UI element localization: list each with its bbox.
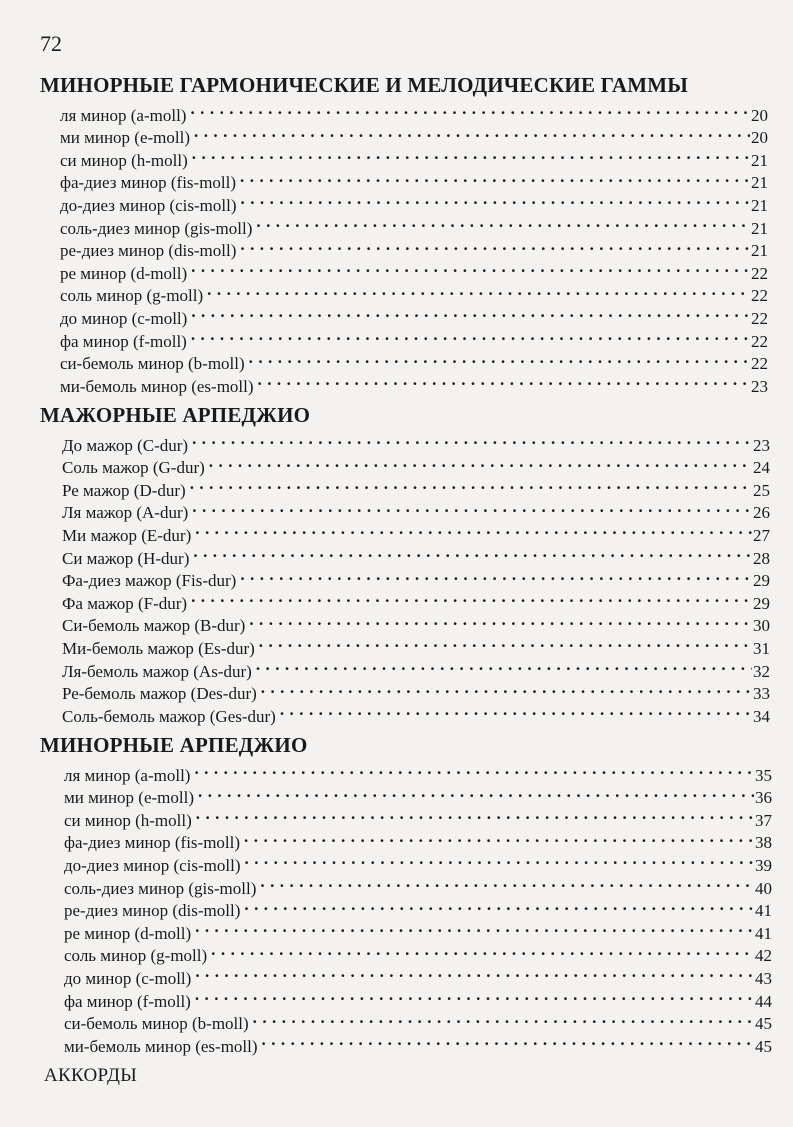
toc-entry-label: Ля мажор (A-dur) bbox=[62, 503, 189, 523]
dot-leader bbox=[198, 781, 754, 804]
toc-entry bbox=[60, 188, 768, 215]
toc-entry bbox=[64, 826, 772, 853]
toc-entry-page: 27 bbox=[753, 525, 770, 545]
toc-entry-page: 22 bbox=[751, 263, 768, 283]
toc-entry-page: 44 bbox=[755, 991, 772, 1011]
toc-entry bbox=[64, 939, 772, 966]
toc-entry-label: Фа мажор (F-dur) bbox=[62, 593, 188, 613]
toc-entry-page: 22 bbox=[751, 331, 768, 351]
dot-leader bbox=[191, 301, 750, 324]
toc-entry-page: 40 bbox=[755, 878, 772, 898]
dot-leader bbox=[194, 121, 750, 144]
toc-entry bbox=[62, 564, 770, 591]
toc-entry-page: 20 bbox=[751, 105, 768, 125]
toc-entry-page: 33 bbox=[753, 684, 770, 704]
toc-entry-page: 21 bbox=[751, 173, 768, 193]
dot-leader bbox=[256, 211, 750, 234]
toc-entry-label: Ми мажор (E-dur) bbox=[62, 525, 192, 545]
toc-entry bbox=[64, 803, 772, 830]
toc-entry bbox=[62, 428, 770, 455]
toc-entry-page: 38 bbox=[755, 833, 772, 853]
toc-entry bbox=[64, 961, 772, 988]
toc-entry-label: Соль-бемоль мажор (Ges-dur) bbox=[62, 706, 276, 726]
dot-leader bbox=[245, 848, 754, 871]
dot-leader bbox=[195, 984, 754, 1007]
toc-entry-label: си минор (h-moll) bbox=[64, 810, 192, 830]
toc-entry-page: 43 bbox=[755, 968, 772, 988]
toc-entry bbox=[60, 369, 768, 396]
toc-entry-label: си минор (h-moll) bbox=[60, 150, 188, 170]
toc-entry bbox=[62, 586, 770, 613]
toc-entry-label: ми минор (e-moll) bbox=[60, 128, 191, 148]
toc-entry bbox=[60, 211, 768, 238]
toc-entry-page: 39 bbox=[755, 855, 772, 875]
toc-entry-page: 41 bbox=[755, 901, 772, 921]
toc-entry-label: Ре мажор (D-dur) bbox=[62, 480, 186, 500]
toc-entry-page: 21 bbox=[751, 195, 768, 215]
toc-entry-label: Ля-бемоль мажор (As-dur) bbox=[62, 661, 252, 681]
dot-leader bbox=[195, 916, 754, 939]
toc-entry-label: ля минор (a-moll) bbox=[60, 105, 187, 125]
toc-entry bbox=[62, 631, 770, 658]
dot-leader bbox=[191, 324, 750, 347]
toc-entry-label: Си мажор (H-dur) bbox=[62, 548, 190, 568]
toc-entry-label: ре-диез минор (dis-moll) bbox=[60, 241, 237, 261]
toc-entry-page: 36 bbox=[755, 788, 772, 808]
toc-entry-label: соль-диез минор (gis-moll) bbox=[64, 878, 257, 898]
toc-entry-page: 22 bbox=[751, 308, 768, 328]
toc-entry bbox=[62, 609, 770, 636]
dot-leader bbox=[191, 256, 750, 279]
toc-entry-page: 31 bbox=[753, 638, 770, 658]
dot-leader bbox=[194, 758, 754, 781]
toc-entry-page: 22 bbox=[751, 286, 768, 306]
toc-entry-label: фа-диез минор (fis-moll) bbox=[64, 833, 241, 853]
dot-leader bbox=[260, 871, 754, 894]
toc-entry bbox=[62, 518, 770, 545]
dot-leader bbox=[249, 347, 750, 370]
dot-leader bbox=[207, 279, 750, 302]
toc-entry bbox=[60, 256, 768, 283]
toc-entry-label: ре-диез минор (dis-moll) bbox=[64, 901, 241, 921]
dot-leader bbox=[240, 166, 750, 189]
toc-entry-page: 21 bbox=[751, 241, 768, 261]
dot-leader bbox=[259, 631, 752, 654]
dot-leader bbox=[253, 1007, 754, 1030]
toc-entry-label: фа-диез минор (fis-moll) bbox=[60, 173, 237, 193]
toc-entry bbox=[62, 699, 770, 726]
toc-entry bbox=[64, 894, 772, 921]
dot-leader bbox=[192, 143, 750, 166]
toc-entry bbox=[60, 324, 768, 351]
dot-leader bbox=[240, 564, 752, 587]
toc-entry bbox=[64, 848, 772, 875]
toc-entry-page: 28 bbox=[753, 548, 770, 568]
toc-entry bbox=[60, 347, 768, 374]
toc-entry-label: соль-диез минор (gis-moll) bbox=[60, 218, 253, 238]
toc-entry bbox=[60, 234, 768, 261]
toc-entry-label: Ре-бемоль мажор (Des-dur) bbox=[62, 684, 257, 704]
toc-entry-page: 37 bbox=[755, 810, 772, 830]
toc-entry bbox=[60, 143, 768, 170]
dot-leader bbox=[196, 803, 754, 826]
toc-entry-page: 41 bbox=[755, 923, 772, 943]
toc-entry bbox=[64, 1007, 772, 1034]
toc-entry bbox=[62, 451, 770, 478]
toc-entry-page: 23 bbox=[753, 435, 770, 455]
toc-entry bbox=[64, 781, 772, 808]
section-heading-minor-scales: МИНОРНЫЕ ГАРМОНИЧЕСКИЕ И МЕЛОДИЧЕСКИЕ ГАММЫ bbox=[40, 73, 689, 97]
toc-entry bbox=[60, 279, 768, 306]
toc-entry bbox=[60, 121, 768, 148]
toc-entry-label: си-бемоль минор (b-moll) bbox=[64, 1014, 249, 1034]
dot-leader bbox=[244, 826, 754, 849]
toc-entry-label: фа минор (f-moll) bbox=[64, 991, 191, 1011]
toc-entry-page: 45 bbox=[755, 1014, 772, 1034]
toc-entry-label: до-диез минор (cis-moll) bbox=[60, 195, 237, 215]
toc-entry bbox=[64, 1029, 772, 1056]
toc-entry-page: 21 bbox=[751, 218, 768, 238]
dot-leader bbox=[262, 1029, 754, 1052]
toc-entry-page: 29 bbox=[753, 571, 770, 591]
dot-leader bbox=[211, 939, 754, 962]
toc-entry-page: 35 bbox=[755, 765, 772, 785]
section-heading-major-arpeggios: МАЖОРНЫЕ АРПЕДЖИО bbox=[40, 403, 311, 427]
toc-entry-page: 29 bbox=[753, 593, 770, 613]
dot-leader bbox=[280, 699, 752, 722]
toc-entry-label: соль минор (g-moll) bbox=[64, 946, 208, 966]
toc-entry-label: си-бемоль минор (b-moll) bbox=[60, 354, 245, 374]
toc-entry-label: ми-бемоль минор (es-moll) bbox=[60, 376, 254, 396]
toc-entry-label: До мажор (C-dur) bbox=[62, 435, 189, 455]
toc-entry bbox=[60, 98, 768, 125]
toc-entry bbox=[62, 541, 770, 568]
section-heading-minor-arpeggios: МИНОРНЫЕ АРПЕДЖИО bbox=[40, 733, 308, 757]
toc-entry-page: 42 bbox=[755, 946, 772, 966]
dot-leader bbox=[249, 609, 752, 632]
toc-entry-page: 20 bbox=[751, 128, 768, 148]
toc-entry-label: Ми-бемоль мажор (Es-dur) bbox=[62, 638, 255, 658]
toc-entry-page: 45 bbox=[755, 1036, 772, 1056]
dot-leader bbox=[192, 428, 752, 451]
toc-entry-label: ре минор (d-moll) bbox=[64, 923, 192, 943]
dot-leader bbox=[209, 451, 752, 474]
toc-entry bbox=[62, 677, 770, 704]
dot-leader bbox=[190, 98, 750, 121]
dot-leader bbox=[190, 473, 752, 496]
toc-entry bbox=[60, 301, 768, 328]
toc-entry bbox=[60, 166, 768, 193]
dot-leader bbox=[191, 586, 752, 609]
toc-entry-page: 34 bbox=[753, 706, 770, 726]
toc-entry-label: до минор (c-moll) bbox=[64, 968, 192, 988]
toc-entry bbox=[62, 496, 770, 523]
toc-entry-page: 21 bbox=[751, 150, 768, 170]
toc-entry-page: 22 bbox=[751, 354, 768, 374]
dot-leader bbox=[241, 188, 750, 211]
dot-leader bbox=[192, 496, 752, 519]
dot-leader bbox=[195, 961, 754, 984]
toc-entry-label: Си-бемоль мажор (B-dur) bbox=[62, 616, 246, 636]
section-heading-chords: АККОРДЫ bbox=[44, 1065, 138, 1086]
toc-entry-page: 23 bbox=[751, 376, 768, 396]
toc-entry bbox=[64, 984, 772, 1011]
dot-leader bbox=[256, 654, 752, 677]
toc-entry-page: 26 bbox=[753, 503, 770, 523]
toc-entry-label: ля минор (a-moll) bbox=[64, 765, 191, 785]
toc-entry-label: фа минор (f-moll) bbox=[60, 331, 187, 351]
toc-entry-label: Фа-диез мажор (Fis-dur) bbox=[62, 571, 237, 591]
dot-leader bbox=[240, 234, 750, 257]
dot-leader bbox=[261, 677, 752, 700]
toc-entry-page: 25 bbox=[753, 480, 770, 500]
toc-entry bbox=[64, 758, 772, 785]
toc-entry-page: 32 bbox=[753, 661, 770, 681]
toc-entry bbox=[64, 916, 772, 943]
toc-entry-label: Соль мажор (G-dur) bbox=[62, 458, 205, 478]
toc-entry bbox=[62, 654, 770, 681]
toc-entry-label: соль минор (g-moll) bbox=[60, 286, 204, 306]
dot-leader bbox=[258, 369, 750, 392]
toc-entry-label: до-диез минор (cis-moll) bbox=[64, 855, 241, 875]
toc-entry-page: 24 bbox=[753, 458, 770, 478]
toc-entry-label: до минор (c-moll) bbox=[60, 308, 188, 328]
toc-entry-label: ми-бемоль минор (es-moll) bbox=[64, 1036, 258, 1056]
dot-leader bbox=[195, 518, 752, 541]
toc-entry bbox=[64, 871, 772, 898]
toc-entry-label: ми минор (e-moll) bbox=[64, 788, 195, 808]
dot-leader bbox=[244, 894, 754, 917]
toc-entry-page: 30 bbox=[753, 616, 770, 636]
dot-leader bbox=[193, 541, 752, 564]
page-number: 72 bbox=[40, 31, 62, 56]
toc-entry bbox=[62, 473, 770, 500]
toc-entry-label: ре минор (d-moll) bbox=[60, 263, 188, 283]
